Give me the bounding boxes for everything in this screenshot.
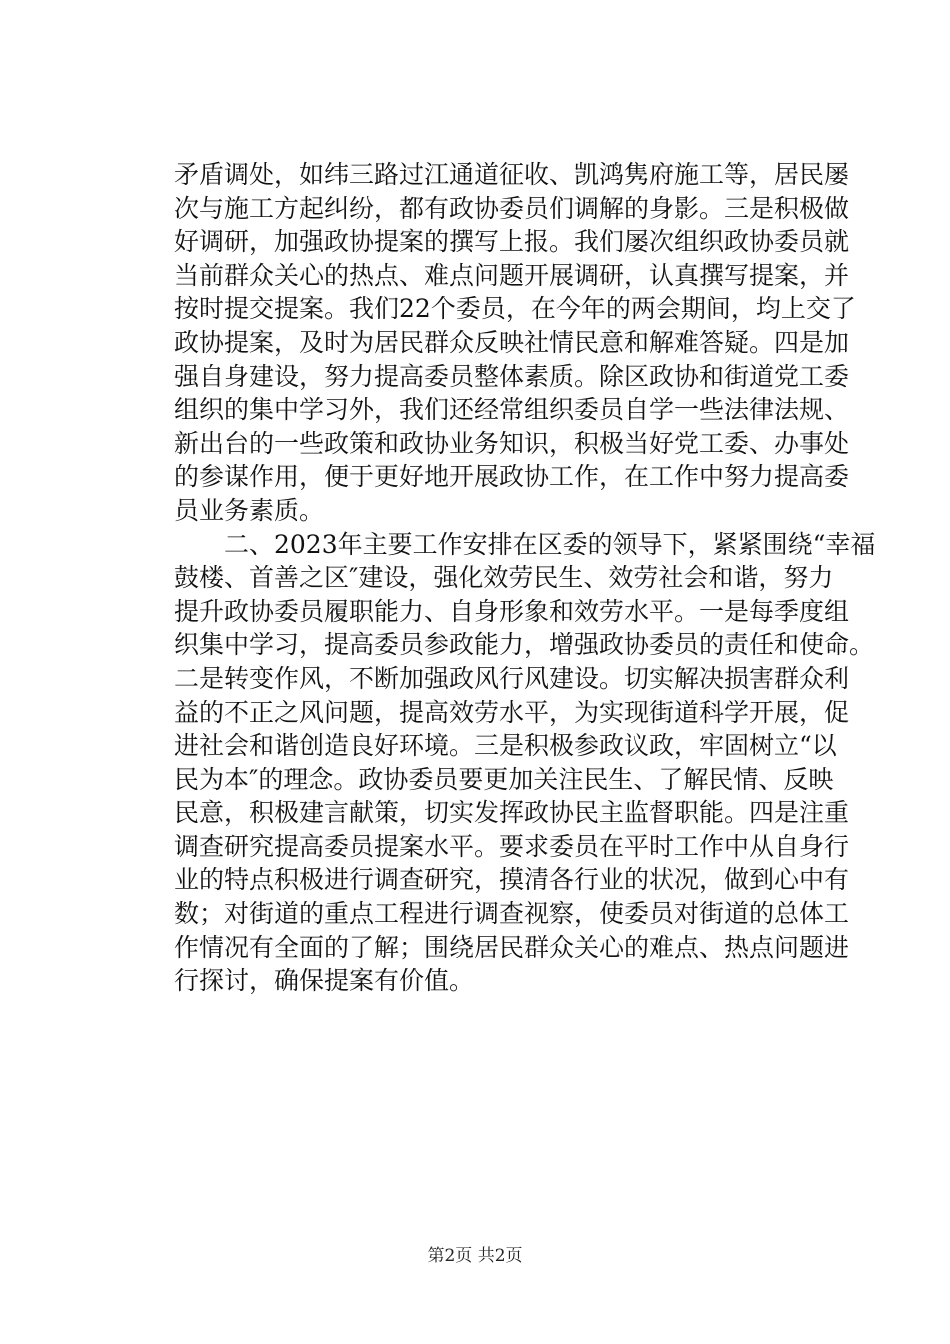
text-line: 调查研究提高委员提案水平。要求委员在平时工作中从自身行	[174, 831, 850, 861]
text-line: 员业务素质。	[174, 495, 325, 525]
text-line: 当前群众关心的热点、难点问题开展调研，认真撰写提案，并	[174, 260, 850, 290]
text-line: 鼓楼、首善之区″建设，强化效劳民生、效劳社会和谐，努力	[174, 563, 834, 593]
text-line: 二、2023年主要工作安排在区委的领导下，紧紧围绕“幸福	[174, 529, 876, 559]
text-line: 次与施工方起纠纷，都有政协委员们调解的身影。三是积极做	[174, 193, 850, 223]
text-line: 作情况有全面的了解；围绕居民群众关心的难点、热点问题进	[174, 932, 850, 962]
text-line: 民意，积极建言献策，切实发挥政协民主监督职能。四是注重	[174, 798, 850, 828]
text-line: 业的特点积极进行调查研究，摸清各行业的状况，做到心中有	[174, 865, 850, 895]
text-line: 矛盾调处，如纬三路过江通道征收、凯鸿隽府施工等，居民屡	[174, 160, 850, 189]
body-text	[174, 158, 876, 998]
text-line: 提升政协委员履职能力、自身形象和效劳水平。一是每季度组	[174, 596, 850, 626]
text-line: 行探讨，确保提案有价值。	[174, 966, 475, 996]
text-line: 数；对街道的重点工程进行调查视察，使委员对街道的总体工	[174, 899, 850, 929]
page-number-footer: 第2页 共2页	[427, 1246, 523, 1266]
text-line: 好调研，加强政协提案的撰写上报。我们屡次组织政协委员就	[174, 227, 850, 257]
text-line: 二是转变作风，不断加强政风行风建设。切实解决损害群众利	[174, 663, 850, 693]
text-line: 组织的集中学习外，我们还经常组织委员自学一些法律法规、	[174, 395, 850, 425]
text-line: 新出台的一些政策和政协业务知识，积极当好党工委、办事处	[174, 428, 850, 458]
text-line: 民为本″的理念。政协委员要更加关注民生、了解民情、反映	[174, 764, 834, 794]
text-line: 益的不正之风问题，提高效劳水平，为实现街道科学开展，促	[174, 697, 850, 727]
text-line: 进社会和谐创造良好环境。三是积极参政议政，牢固树立“以	[174, 731, 837, 761]
text-line: 织集中学习，提高委员参政能力，增强政协委员的责任和使命。	[174, 630, 875, 660]
text-line: 的参谋作用，便于更好地开展政协工作，在工作中努力提高委	[174, 462, 850, 492]
text-line: 按时提交提案。我们22个委员，在今年的两会期间，均上交了	[174, 294, 856, 324]
text-line: 政协提案，及时为居民群众反映社情民意和解难答疑。四是加	[174, 327, 850, 357]
text-line: 强自身建设，努力提高委员整体素质。除区政协和街道党工委	[174, 361, 850, 391]
